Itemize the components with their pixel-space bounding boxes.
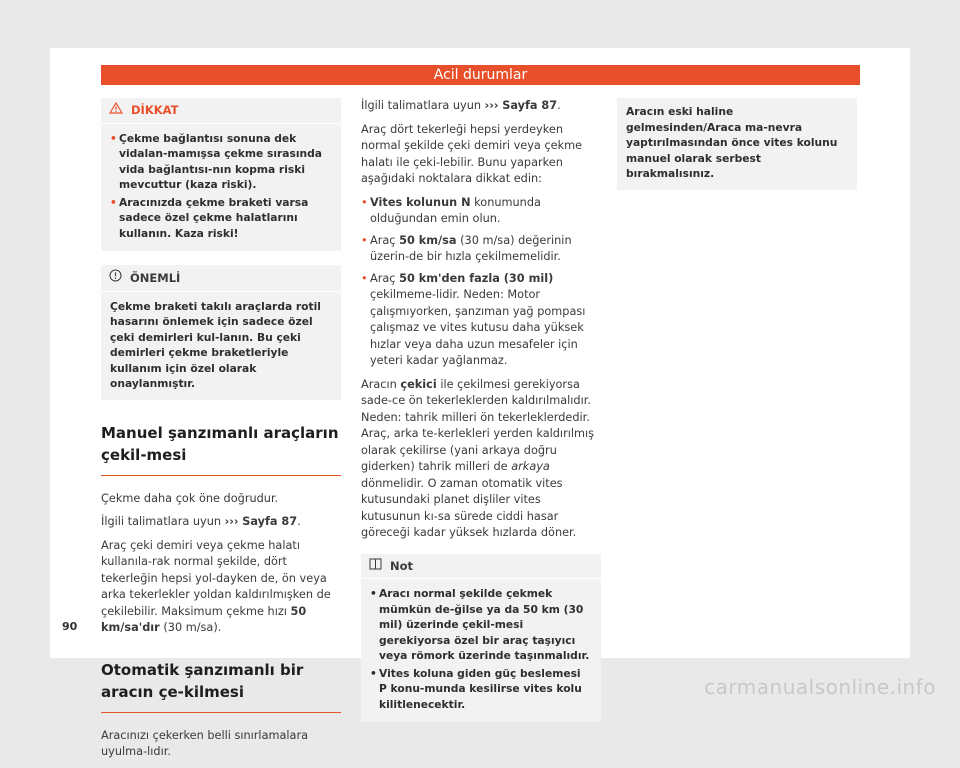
warning-box — [101, 98, 341, 251]
note-item: • Aracı normal şekilde çekmek mümkün de-ğilse ya da 50 km (30 mil) üzerinde çekil-mesi gerekiyorsa özel bir araç taşıyıcı veya römork üzerinde taşınmalıdır. — [370, 587, 590, 662]
bullet-icon: • — [370, 666, 377, 680]
note-item: • Vites koluna giden güç beslemesi P konu-munda kesilirse vites kolu kilitlenecektir. — [370, 666, 582, 711]
note-title: Not — [390, 558, 414, 573]
important-box — [101, 265, 341, 400]
warning-title: DİKKAT — [131, 103, 179, 117]
warning-body — [101, 124, 341, 252]
paragraph: Çekme daha çok öne doğrudur. — [101, 491, 279, 505]
list-item: • Araç 50 km'den fazla (30 mil) çekilmeme-lidir. Neden: Motor çalışmıyorken, şanzıman yağ pompası çalışmaz ve vites kutusu daha yüksek hızlar veya daha uzun mesafeler için yeteri kadar yağlanmaz. — [361, 271, 586, 367]
info-circle-icon — [109, 269, 122, 287]
bullet-icon: • — [110, 131, 117, 145]
note-box — [361, 554, 601, 723]
continuation-box — [617, 98, 857, 190]
continuation-text: Aracın eski haline gelmesinden/Araca ma-nevra yaptırılmasından önce vites kolunu manuel olarak serbest bırakmalısınız. — [626, 105, 838, 180]
warning-item: • Çekme bağlantısı sonuna dek vidalan-mamışsa çekme sırasında vida bağlantısı-nın kopma riski mevcuttur (kaza riski). — [110, 131, 323, 191]
page-reference-link[interactable]: Sayfa 87 — [242, 515, 298, 528]
reference-line: İlgili talimatlara uyun ››› Sayfa 87. — [361, 99, 561, 112]
note-header — [361, 554, 601, 580]
warning-triangle-icon — [109, 102, 123, 119]
page-reference-link[interactable]: Sayfa 87 — [502, 99, 558, 112]
warning-header — [101, 98, 341, 124]
paragraph: Aracın çekici ile çekilmesi gerekiyorsa sade-ce ön tekerleklerden kaldırılmalıdır. Neden: tahrik milleri ön tekerleklerdedir. Araç, arka te-kerlekleri yerden kaldırılmış olarak çekilirse (yani arkaya doğru giderken) tahrik milleri de arkaya dönmelidir. O zaman otomatik vites kutusundaki planet dişliler vites kutusunun kı-sa sürede ciddi hasar göreceği kadar yüksek hızlarda döner. — [361, 377, 595, 539]
bullet-icon: • — [361, 233, 368, 247]
bullet-icon: • — [370, 587, 377, 600]
column-left — [101, 98, 341, 768]
reference-arrow: ››› — [484, 99, 499, 112]
section-title-manual: Manuel şanzımanlı araçların çekil-mesi — [101, 422, 341, 476]
warning-item: • Aracınızda çekme braketi varsa sadece özel çekme halatlarını kullanın. Kaza riski! — [110, 195, 309, 240]
column-middle — [361, 98, 601, 722]
bullet-icon: • — [361, 195, 368, 209]
paragraph: Araç çeki demiri veya çekme halatı kullanıla-rak normal şekilde, dört tekerleğin hepsi yol-dayken de, ön veya arka tekerlekler yoldan kaldırılmışken de çekilebilir. Maksimum çekme hızı 50 km/sa'dır (30 m/sa). — [101, 538, 331, 634]
paragraph: Araç dört tekerleği hepsi yerdeyken normal şekilde çeki demiri veya çekme halatı ile çeki-lebilir. Bunu yaparken aşağıdaki noktalara dikkat edin: — [361, 122, 583, 185]
column-right — [617, 98, 857, 190]
watermark: carmanualsonline.info — [704, 675, 936, 699]
section-title-automatic: Otomatik şanzımanlı bir aracın çe-kilmesi — [101, 659, 341, 713]
important-header — [101, 265, 341, 292]
note-body — [361, 579, 601, 722]
reference-line: İlgili talimatlara uyun ››› Sayfa 87. — [101, 515, 301, 528]
page-number: 90 — [62, 620, 78, 633]
bullet-icon: • — [110, 195, 117, 209]
page-header: Acil durumlar — [101, 65, 860, 85]
note-book-icon — [369, 558, 382, 575]
list-item: • Araç 50 km/sa (30 m/sa) değerinin üzerin-de bir hızla çekilmemelidir. — [361, 233, 572, 263]
paragraph: Aracınızı çekerken belli sınırlamalara uyulma-lıdır. — [101, 728, 309, 758]
list-item: • Vites kolunun N konumunda olduğundan emin olun. — [361, 195, 541, 225]
important-title: ÖNEMLİ — [130, 270, 181, 285]
reference-arrow: ››› — [224, 515, 239, 528]
important-text: Çekme braketi takılı araçlarda rotil hasarını önlemek için sadece özel çeki demirleri kul-lanın. Bu çeki demirleri çekme braketleriyle kullanım için özel olarak onaylanmıştır. — [110, 299, 321, 390]
bullet-icon: • — [361, 271, 368, 285]
